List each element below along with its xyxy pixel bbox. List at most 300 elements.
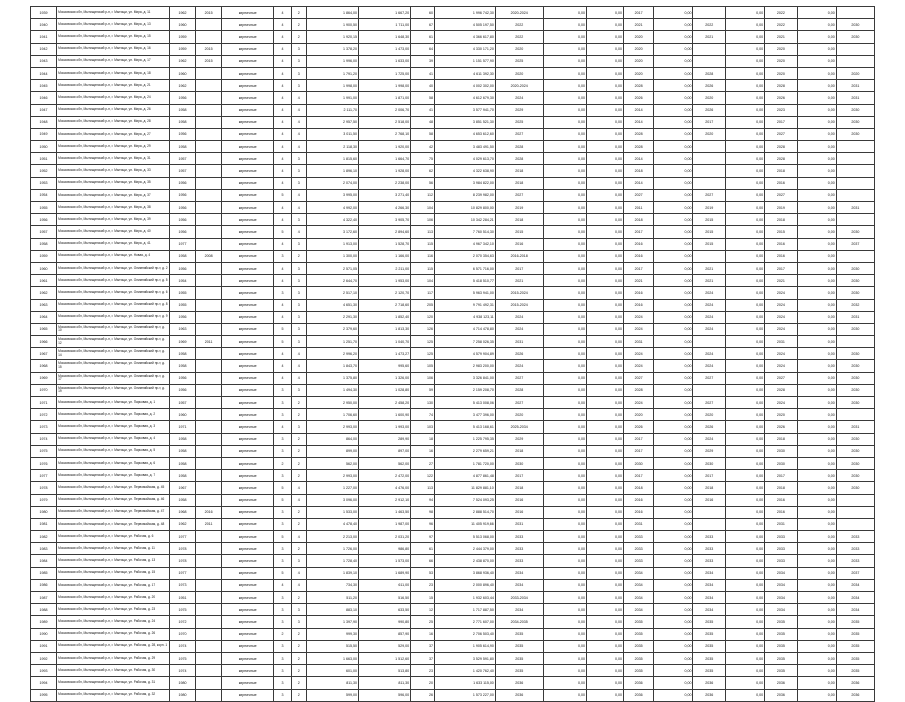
table-cell: Московская обл, Мытищинский р-н, г. Мытищи, ул. Мира, д. 17 bbox=[57, 55, 170, 67]
table-cell: 2 379,60 bbox=[306, 323, 358, 335]
table-cell: 2019 bbox=[693, 202, 726, 214]
table-cell: 883,10 bbox=[306, 604, 358, 616]
table-cell: 1 896,10 bbox=[306, 165, 358, 177]
table-cell: кирпичные bbox=[222, 506, 274, 518]
table-cell: 3 bbox=[291, 238, 306, 250]
table-cell: 1 920,15 bbox=[306, 31, 358, 43]
table-cell bbox=[196, 616, 222, 628]
table-cell: 2033 bbox=[495, 531, 543, 543]
table-cell: 1 839,10 bbox=[306, 567, 358, 579]
table-cell: 2 000 896,40 bbox=[434, 579, 495, 591]
table-cell: Московская обл, Мытищинский р-н, г. Мытищи, ул. Парковая, д. 3 bbox=[57, 421, 170, 433]
table-row bbox=[31, 372, 875, 384]
table-cell: 4 bbox=[291, 567, 306, 579]
table-cell: 1957 bbox=[170, 397, 196, 409]
table-row bbox=[31, 202, 875, 214]
table-cell: 2033 bbox=[836, 555, 874, 567]
table-cell: 2026 bbox=[495, 348, 543, 360]
table-cell: 62 bbox=[411, 165, 435, 177]
table-cell: 0,00 bbox=[654, 592, 693, 604]
table-row bbox=[31, 433, 875, 445]
table-cell: 4 bbox=[274, 31, 291, 43]
table-cell: 1 726,00 bbox=[306, 543, 358, 555]
table-cell: 2034 bbox=[765, 592, 798, 604]
table-row bbox=[31, 616, 875, 628]
table-cell: 2035 bbox=[765, 628, 798, 640]
table-cell: 0,00 bbox=[587, 19, 624, 31]
table-cell: 2021 bbox=[693, 31, 726, 43]
table-cell: 16 bbox=[411, 445, 435, 457]
table-cell: 2020 bbox=[623, 409, 653, 421]
table-cell: 0,00 bbox=[797, 226, 836, 238]
table-cell: 41 bbox=[411, 104, 435, 116]
table-cell: 0,00 bbox=[654, 43, 693, 55]
table-cell: 2020 bbox=[623, 67, 653, 79]
table-cell: 2 031,20 bbox=[358, 531, 410, 543]
table-cell: 0,00 bbox=[543, 238, 586, 250]
table-cell bbox=[196, 531, 222, 543]
table-cell: 4 bbox=[291, 372, 306, 384]
table-cell: 3 bbox=[291, 311, 306, 323]
table-cell: Московская обл, Мытищинский р-н, г. Мытищи, ул. Парковая, д. 2 bbox=[57, 409, 170, 421]
table-cell: 0,00 bbox=[726, 592, 765, 604]
table-cell: 2024 bbox=[765, 348, 798, 360]
table-cell: кирпичные bbox=[222, 202, 274, 214]
table-cell: 0,00 bbox=[543, 518, 586, 530]
table-cell: 2031 bbox=[623, 518, 653, 530]
table-cell: 1962 bbox=[170, 518, 196, 530]
table-cell: 0,00 bbox=[543, 543, 586, 555]
table-cell: 2018 bbox=[495, 165, 543, 177]
table-cell: 3 bbox=[291, 604, 306, 616]
table-cell: кирпичные bbox=[222, 141, 274, 153]
table-cell: 1993 bbox=[31, 665, 57, 677]
table-cell bbox=[196, 433, 222, 445]
table-cell: 2008 bbox=[196, 250, 222, 262]
table-cell: 0,00 bbox=[587, 421, 624, 433]
table-cell: 53 bbox=[411, 567, 435, 579]
table-cell: 0,00 bbox=[543, 299, 586, 311]
table-cell: 4 bbox=[291, 348, 306, 360]
table-cell: 0,00 bbox=[543, 397, 586, 409]
table-cell: 0,00 bbox=[587, 67, 624, 79]
table-cell: 1956 bbox=[170, 372, 196, 384]
table-cell: кирпичные bbox=[222, 445, 274, 457]
table-cell: 2 bbox=[291, 543, 306, 555]
table-cell: 2 771 607,00 bbox=[434, 616, 495, 628]
table-cell bbox=[836, 177, 874, 189]
table-cell: кирпичные bbox=[222, 177, 274, 189]
table-cell: 1956 bbox=[170, 384, 196, 396]
table-cell: 0,00 bbox=[543, 19, 586, 31]
table-cell: 2014 bbox=[623, 153, 653, 165]
table-cell: 2037 bbox=[836, 238, 874, 250]
table-row bbox=[31, 640, 875, 652]
table-cell: 1 463,50 bbox=[358, 506, 410, 518]
table-cell: 0,00 bbox=[797, 384, 836, 396]
table-cell: 0,00 bbox=[587, 31, 624, 43]
table-cell bbox=[196, 665, 222, 677]
table-cell: 2017 bbox=[623, 470, 653, 482]
table-cell bbox=[196, 238, 222, 250]
table-cell: кирпичные bbox=[222, 250, 274, 262]
table-cell: 2035 bbox=[693, 640, 726, 652]
table-cell: 0,00 bbox=[654, 531, 693, 543]
table-cell: 0,00 bbox=[726, 141, 765, 153]
table-cell: 117 bbox=[411, 287, 435, 299]
table-cell bbox=[693, 250, 726, 262]
table-cell: кирпичные bbox=[222, 92, 274, 104]
table-cell: 106 bbox=[411, 214, 435, 226]
table-cell bbox=[196, 384, 222, 396]
table-cell: 0,00 bbox=[797, 506, 836, 518]
table-cell: 0,00 bbox=[654, 189, 693, 201]
table-cell: 0,00 bbox=[654, 652, 693, 664]
table-cell: 2034 bbox=[623, 567, 653, 579]
table-cell: 0,00 bbox=[726, 604, 765, 616]
table-cell: 1959 bbox=[170, 31, 196, 43]
table-cell: Московская обл, Мытищинский р-н, г. Мытищи, ул. Рабочая, д. 29 bbox=[57, 652, 170, 664]
table-cell: 122 bbox=[411, 470, 435, 482]
table-cell: 1940 bbox=[31, 19, 57, 31]
table-cell: 2034 bbox=[623, 592, 653, 604]
table-row bbox=[31, 518, 875, 530]
table-cell: 0,00 bbox=[587, 360, 624, 372]
table-cell: 3 bbox=[274, 616, 291, 628]
table-cell: кирпичные bbox=[222, 116, 274, 128]
table-cell: 0,00 bbox=[543, 531, 586, 543]
table-cell: кирпичные bbox=[222, 31, 274, 43]
table-row bbox=[31, 165, 875, 177]
table-cell bbox=[196, 323, 222, 335]
table-cell: 0,00 bbox=[726, 7, 765, 19]
table-cell: 1963 bbox=[170, 323, 196, 335]
table-cell: 3 868 936,40 bbox=[434, 567, 495, 579]
table-cell: 0,00 bbox=[797, 287, 836, 299]
table-cell: 2030 bbox=[836, 323, 874, 335]
table-cell: 2 894,60 bbox=[358, 226, 410, 238]
table-cell: 1944 bbox=[31, 67, 57, 79]
table-cell: 2027 bbox=[765, 189, 798, 201]
table-cell: 2020 bbox=[836, 67, 874, 79]
table-cell: 2 996,20 bbox=[306, 348, 358, 360]
table-cell: кирпичные bbox=[222, 616, 274, 628]
table-cell: 1 706,60 bbox=[306, 409, 358, 421]
table-cell: Московская обл, Мытищинский р-н, г. Мытищи, ул. Рабочая, д. 24 bbox=[57, 616, 170, 628]
table-cell: 1 151 577,90 bbox=[434, 55, 495, 67]
table-cell: 0,00 bbox=[587, 348, 624, 360]
table-cell: 0,00 bbox=[543, 652, 586, 664]
table-cell: 0,00 bbox=[654, 518, 693, 530]
table-cell: 2030 bbox=[693, 457, 726, 469]
table-cell: 2034 bbox=[693, 567, 726, 579]
table-cell: 4 bbox=[274, 177, 291, 189]
table-cell: Московская обл, Мытищинский р-н, г. Мытищи, ул. Мира, д. 27 bbox=[57, 128, 170, 140]
table-cell: 3 bbox=[291, 153, 306, 165]
table-cell: 1942 bbox=[31, 43, 57, 55]
table-cell: 2024 bbox=[765, 311, 798, 323]
table-cell: 633,50 bbox=[358, 604, 410, 616]
table-cell: 4 bbox=[274, 360, 291, 372]
table-cell: 2 211,00 bbox=[358, 262, 410, 274]
table-cell: 999,30 bbox=[306, 628, 358, 640]
table-cell: кирпичные bbox=[222, 579, 274, 591]
table-cell: 1956 bbox=[31, 214, 57, 226]
table-cell: 2024 bbox=[765, 323, 798, 335]
table-cell: Московская обл, Мытищинский р-н, г. Мытищи, ул. Олимпийский пр-т, д. 6 bbox=[57, 287, 170, 299]
table-row bbox=[31, 567, 875, 579]
table-cell bbox=[196, 543, 222, 555]
table-cell: 2034 bbox=[495, 604, 543, 616]
table-cell: 2035 bbox=[495, 652, 543, 664]
table-cell: 2029 bbox=[495, 433, 543, 445]
table-row bbox=[31, 141, 875, 153]
table-cell: 0,00 bbox=[543, 323, 586, 335]
table-cell: кирпичные bbox=[222, 470, 274, 482]
table-cell: 0,00 bbox=[543, 92, 586, 104]
table-cell: 126 bbox=[411, 323, 435, 335]
table-row bbox=[31, 384, 875, 396]
table-cell: 0,00 bbox=[543, 372, 586, 384]
table-cell: 125 bbox=[411, 336, 435, 348]
table-cell: 2034 bbox=[693, 604, 726, 616]
table-cell: кирпичные bbox=[222, 482, 274, 494]
table-cell: 2034 bbox=[765, 567, 798, 579]
table-cell bbox=[196, 128, 222, 140]
table-cell: 4 bbox=[274, 80, 291, 92]
table-cell: 2031 bbox=[836, 421, 874, 433]
table-cell: Московская обл, Мытищинский р-н, г. Мытищи, ул. Рабочая, д. 17 bbox=[57, 579, 170, 591]
table-cell: 0,00 bbox=[797, 116, 836, 128]
table-cell: 2 291,30 bbox=[306, 311, 358, 323]
table-cell: 2035 bbox=[623, 628, 653, 640]
table-cell: 1991 bbox=[31, 640, 57, 652]
table-cell: 75 bbox=[411, 153, 435, 165]
table-cell: 0,00 bbox=[726, 116, 765, 128]
table-cell: 0,00 bbox=[587, 397, 624, 409]
table-cell: 205 bbox=[411, 299, 435, 311]
table-cell: 0,00 bbox=[587, 445, 624, 457]
table-cell: 0,00 bbox=[587, 604, 624, 616]
table-cell bbox=[196, 579, 222, 591]
table-cell: 1988 bbox=[31, 604, 57, 616]
table-row bbox=[31, 55, 875, 67]
table-cell: 0,00 bbox=[587, 189, 624, 201]
table-cell: 0,00 bbox=[543, 55, 586, 67]
table-cell: 2 472,00 bbox=[358, 470, 410, 482]
table-cell: 599,00 bbox=[306, 689, 358, 701]
table-cell: 0,00 bbox=[654, 579, 693, 591]
table-cell: 2026 bbox=[623, 421, 653, 433]
table-cell: кирпичные bbox=[222, 189, 274, 201]
table-cell: 0,00 bbox=[654, 482, 693, 494]
table-cell: Московская обл, Мытищинский р-н, г. Мытищи, ул. Мира, д. 31 bbox=[57, 153, 170, 165]
table-cell: 2033 bbox=[495, 543, 543, 555]
table-cell: 4 bbox=[274, 67, 291, 79]
table-cell: Московская обл, Мытищинский р-н, г. Мытищи, ул. Первомайская, д. 46 bbox=[57, 494, 170, 506]
table-cell: 3 bbox=[291, 43, 306, 55]
table-cell: 4 bbox=[274, 92, 291, 104]
table-cell: 0,00 bbox=[543, 128, 586, 140]
table-cell: 2033 bbox=[765, 543, 798, 555]
table-cell: кирпичные bbox=[222, 665, 274, 677]
table-cell: 2023 bbox=[765, 104, 798, 116]
table-cell: 0,00 bbox=[726, 640, 765, 652]
table-cell: Московская обл, Мытищинский р-н, г. Мытищи, ул. Олимпийский пр-т, д. 14 bbox=[57, 348, 170, 360]
table-cell: 2032 bbox=[836, 299, 874, 311]
table-cell: 0,00 bbox=[726, 470, 765, 482]
table-cell: 56 bbox=[411, 177, 435, 189]
table-row bbox=[31, 80, 875, 92]
table-cell: Московская обл, Мытищинский р-н, г. Мытищи, ул. Рабочая, д. 31 bbox=[57, 677, 170, 689]
table-cell: 0,00 bbox=[587, 55, 624, 67]
table-cell bbox=[196, 457, 222, 469]
table-cell: 2 983 200,00 bbox=[434, 360, 495, 372]
table-cell: 0,00 bbox=[797, 494, 836, 506]
table-cell: 116 bbox=[411, 250, 435, 262]
table-cell: 601,00 bbox=[306, 665, 358, 677]
table-cell: 2031 bbox=[623, 336, 653, 348]
table-cell bbox=[196, 299, 222, 311]
table-cell: 0,00 bbox=[797, 482, 836, 494]
table-cell: 2027 bbox=[495, 189, 543, 201]
table-cell: 0,00 bbox=[654, 336, 693, 348]
table-cell: 2025 bbox=[495, 116, 543, 128]
table-cell: 3 483 491,50 bbox=[434, 141, 495, 153]
table-cell: 3 bbox=[291, 275, 306, 287]
table-cell bbox=[836, 43, 874, 55]
table-cell: 2022 bbox=[495, 19, 543, 31]
table-cell: 0,00 bbox=[543, 421, 586, 433]
table-cell: 0,00 bbox=[654, 543, 693, 555]
table-cell: 2027 bbox=[495, 128, 543, 140]
table-cell bbox=[693, 384, 726, 396]
table-cell: 995,60 bbox=[358, 360, 410, 372]
table-cell: 2024 bbox=[693, 311, 726, 323]
table-cell: 2026 bbox=[693, 421, 726, 433]
table-cell: 96 bbox=[411, 518, 435, 530]
table-cell: Московская обл, Мытищинский р-н, г. Мытищи, ул. Рабочая, д. 11 bbox=[57, 543, 170, 555]
table-cell: 103 bbox=[411, 421, 435, 433]
table-cell: 0,00 bbox=[726, 92, 765, 104]
table-cell: 2036 bbox=[765, 677, 798, 689]
table-cell: 2034 bbox=[495, 567, 543, 579]
table-cell: 1971 bbox=[170, 421, 196, 433]
table-cell: 2 bbox=[291, 677, 306, 689]
table-cell: 2021 bbox=[693, 275, 726, 287]
table-cell: 0,00 bbox=[543, 384, 586, 396]
table-cell: Московская обл, Мытищинский р-н, г. Мытищи, ул. Мира, д. 41 bbox=[57, 238, 170, 250]
table-cell: 0,00 bbox=[654, 214, 693, 226]
table-cell: 0,00 bbox=[543, 67, 586, 79]
table-cell bbox=[196, 104, 222, 116]
table-cell: 3 bbox=[274, 652, 291, 664]
table-cell: 2030 bbox=[836, 384, 874, 396]
table-cell: 23 bbox=[411, 579, 435, 591]
table-cell: 0,00 bbox=[797, 336, 836, 348]
table-cell: 1981 bbox=[31, 518, 57, 530]
table-cell: Московская обл, Мытищинский р-н, г. Мытищи, ул. Рабочая, д. 6 bbox=[57, 531, 170, 543]
table-cell: 2031 bbox=[836, 92, 874, 104]
table-cell: 2024 bbox=[765, 397, 798, 409]
table-cell: 4 bbox=[291, 116, 306, 128]
table-cell: 39 bbox=[411, 55, 435, 67]
table-cell bbox=[196, 409, 222, 421]
table-cell: 2 bbox=[291, 518, 306, 530]
table-cell: 2035 bbox=[495, 640, 543, 652]
table-cell: 2011 bbox=[196, 518, 222, 530]
table-cell bbox=[836, 7, 874, 19]
table-cell: 1967 bbox=[31, 348, 57, 360]
table-cell: 4 bbox=[274, 299, 291, 311]
table-cell: 2024 bbox=[693, 323, 726, 335]
table-cell bbox=[836, 506, 874, 518]
table-cell: 60 bbox=[411, 7, 435, 19]
table-cell: 3 bbox=[274, 677, 291, 689]
table-cell bbox=[196, 275, 222, 287]
table-cell: 2030 bbox=[623, 457, 653, 469]
table-cell: 1 791,20 bbox=[306, 67, 358, 79]
table-cell: 3 bbox=[274, 433, 291, 445]
table-cell: 2034 bbox=[836, 592, 874, 604]
table-cell: 3 bbox=[291, 616, 306, 628]
table-cell: 0,00 bbox=[654, 80, 693, 92]
table-cell: 0,00 bbox=[654, 567, 693, 579]
table-cell: 3 bbox=[274, 604, 291, 616]
table-cell: 0,00 bbox=[726, 628, 765, 640]
table-cell: 2033 bbox=[765, 531, 798, 543]
table-cell: 5 bbox=[274, 189, 291, 201]
table-cell: 0,00 bbox=[797, 238, 836, 250]
table-cell: Московская обл, Мытищинский р-н, г. Мытищи, ул. Рабочая, д. 30 bbox=[57, 665, 170, 677]
table-cell: Московская обл, Мытищинский р-н, г. Мытищи, ул. Мира, д. 26 bbox=[57, 104, 170, 116]
table-cell: 3 bbox=[291, 55, 306, 67]
table-cell: 1960 bbox=[170, 19, 196, 31]
table-cell: 2027 bbox=[495, 372, 543, 384]
table-cell: 2016 bbox=[623, 250, 653, 262]
table-cell: 2018 bbox=[693, 482, 726, 494]
table-cell: кирпичные bbox=[222, 336, 274, 348]
table-cell: Московская обл, Мытищинский р-н, г. Мытищи, ул. Мира, д. 29 bbox=[57, 141, 170, 153]
table-cell: 4 bbox=[291, 104, 306, 116]
table-cell: 2015 bbox=[196, 55, 222, 67]
table-cell: 0,00 bbox=[587, 202, 624, 214]
table-cell bbox=[196, 287, 222, 299]
table-cell: 1953 bbox=[31, 177, 57, 189]
table-cell: 0,00 bbox=[587, 506, 624, 518]
table-cell: Московская обл, Мытищинский р-н, г. Мытищи, ул. Новая, д. 4 bbox=[57, 250, 170, 262]
table-cell: 1 420 762,40 bbox=[434, 665, 495, 677]
table-cell: 4 bbox=[291, 202, 306, 214]
table-cell bbox=[836, 518, 874, 530]
table-cell: 1 667,20 bbox=[358, 7, 410, 19]
table-cell bbox=[196, 482, 222, 494]
table-cell: 7 524 093,25 bbox=[434, 494, 495, 506]
table-cell bbox=[196, 604, 222, 616]
table-cell: 2016 bbox=[196, 506, 222, 518]
table-cell: 1 689,90 bbox=[358, 567, 410, 579]
table-cell: Московская обл, Мытищинский р-н, г. Мытищи, ул. Олимпийский пр-т, д. 5 bbox=[57, 275, 170, 287]
table-cell: кирпичные bbox=[222, 165, 274, 177]
table-cell: 0,00 bbox=[543, 287, 586, 299]
table-cell: 0,00 bbox=[543, 189, 586, 201]
table-cell: 37 bbox=[411, 652, 435, 664]
table-cell: 2035 bbox=[765, 652, 798, 664]
table-cell: 2026 bbox=[693, 104, 726, 116]
table-cell bbox=[196, 397, 222, 409]
table-cell: 2022 bbox=[693, 19, 726, 31]
table-cell bbox=[693, 506, 726, 518]
